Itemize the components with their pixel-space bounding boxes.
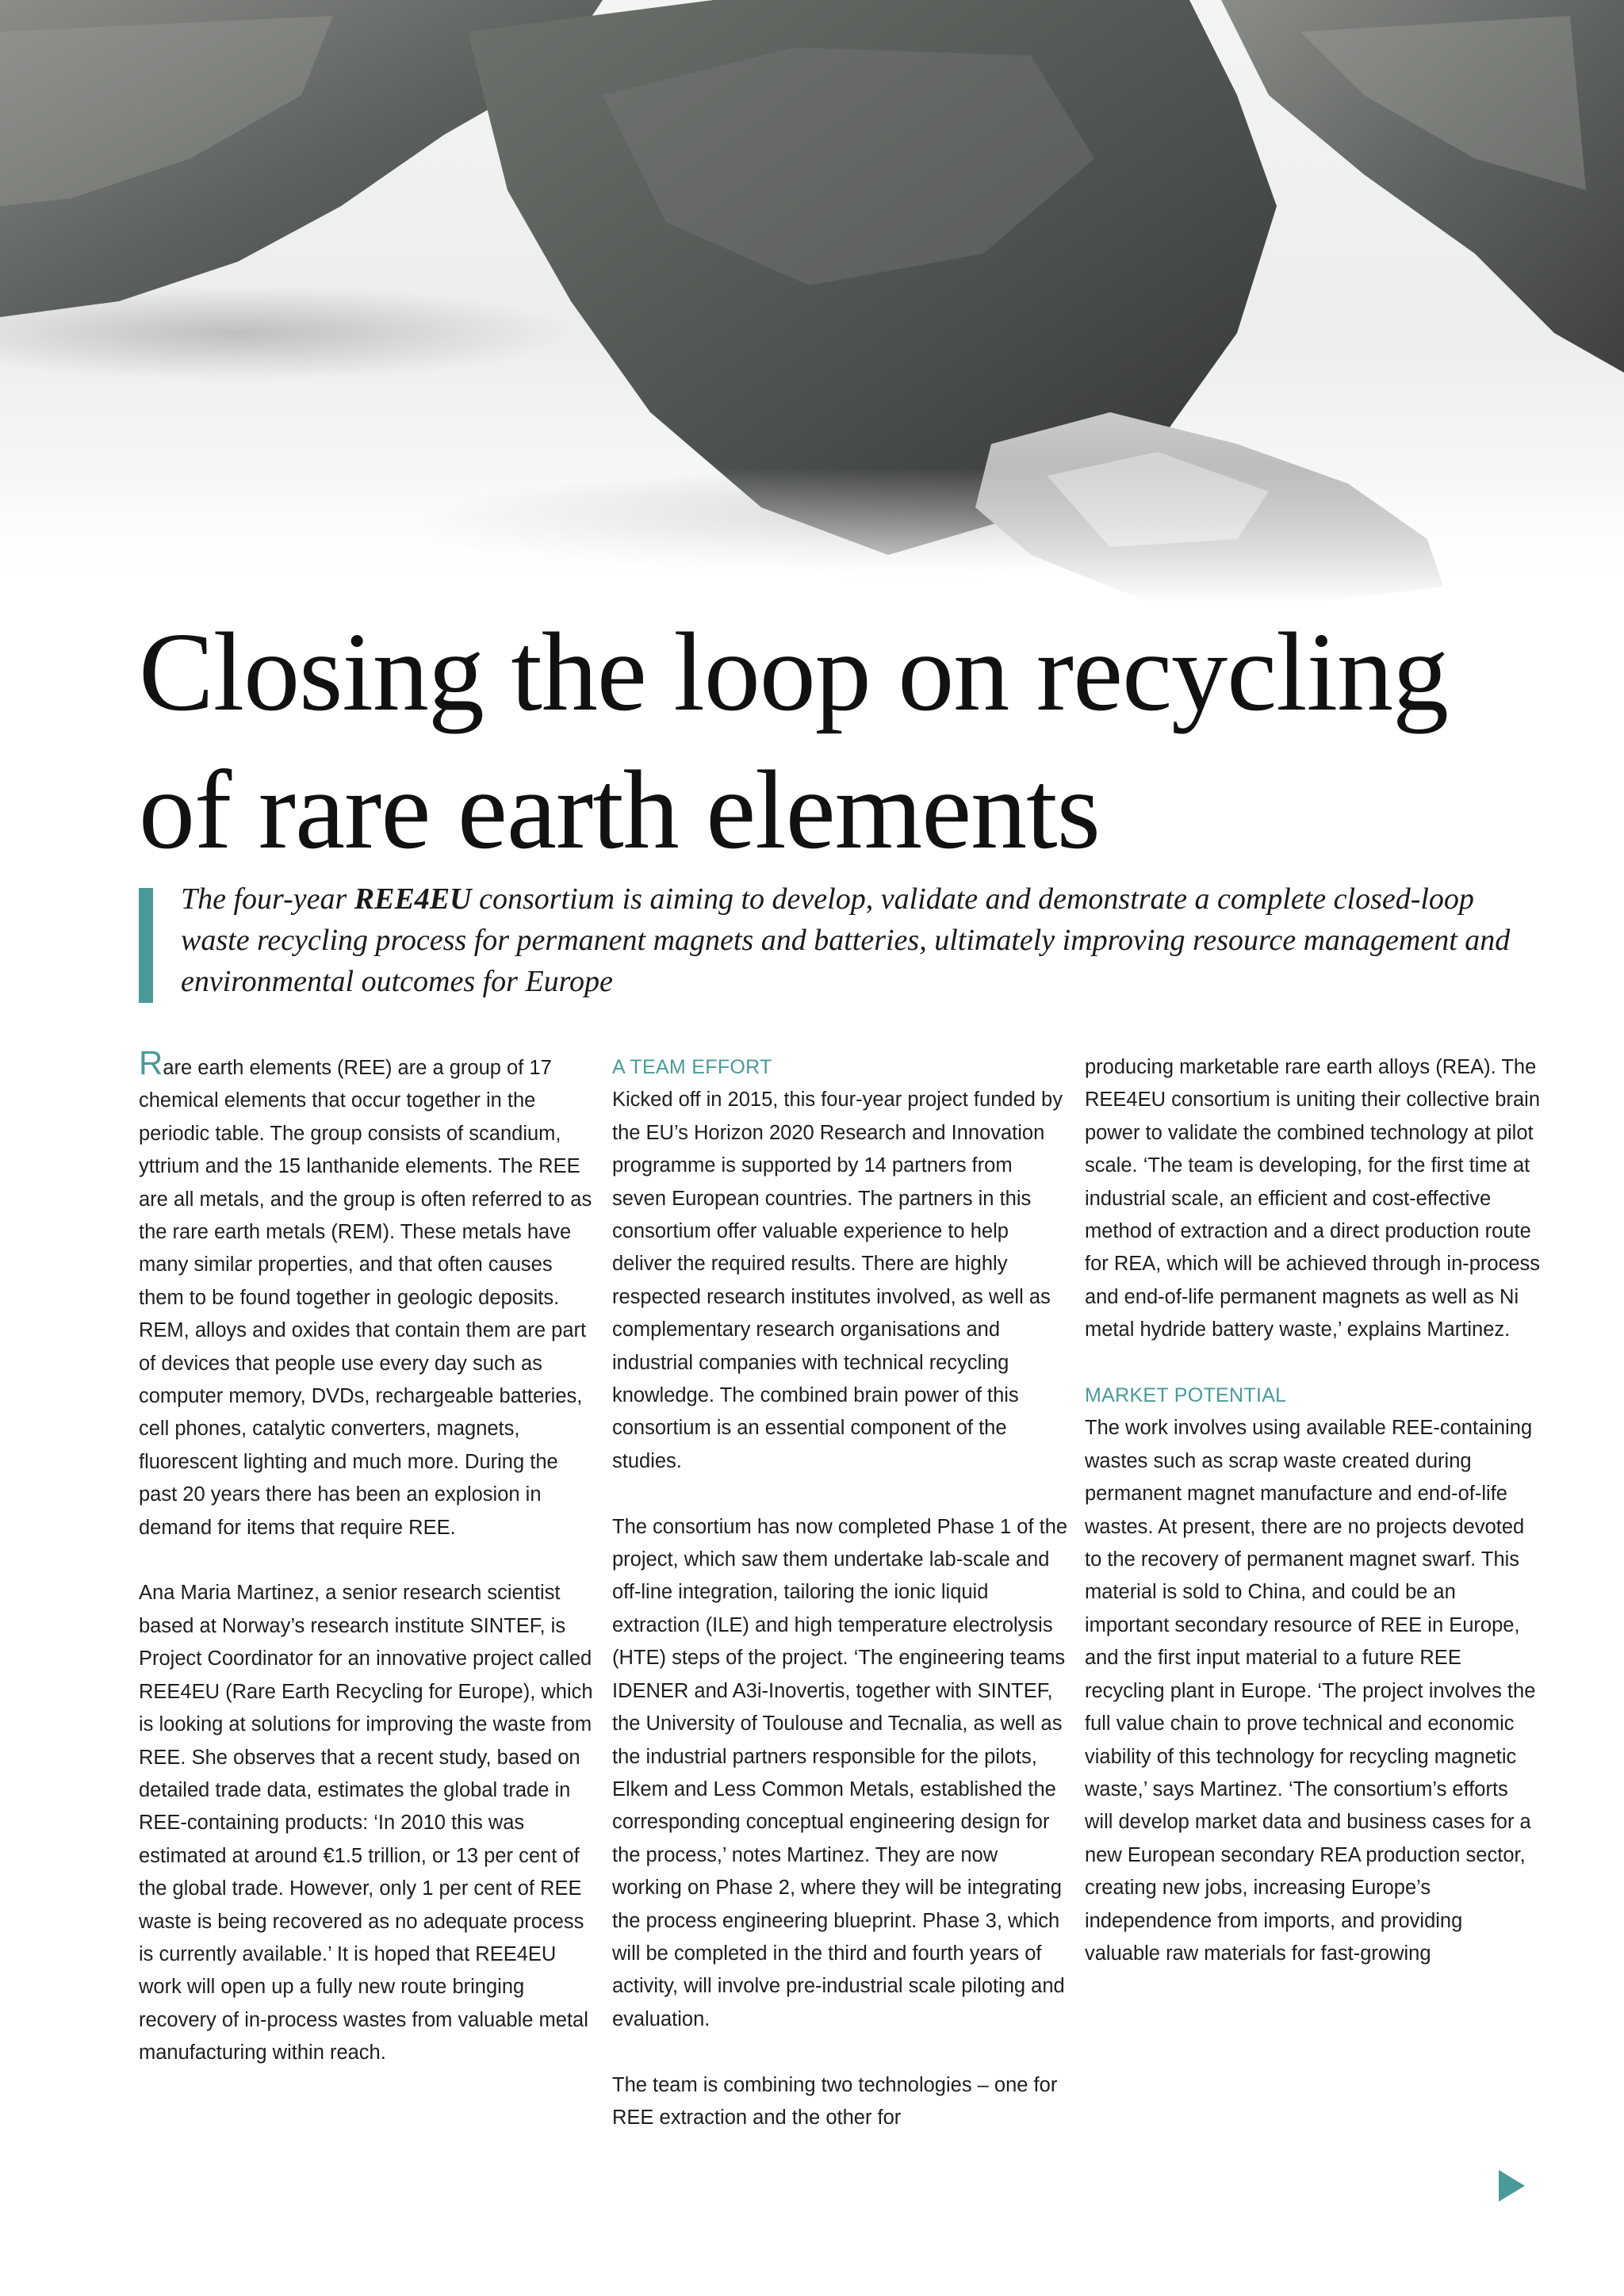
title-line-2: of rare earth elements (139, 747, 1100, 872)
standfirst-text-before: The four-year (181, 882, 354, 916)
next-page-arrow-icon[interactable] (1499, 2170, 1525, 2202)
standfirst-text-after: consortium is aiming to develop, validate and demonstrate a complete closed-loop waste recycling process for permanent magnets and batteries, ultimately improving resource management and environmental outcomes for Europe (181, 882, 1511, 998)
hero-image (0, 0, 1624, 603)
drop-cap: R (139, 1044, 163, 1081)
paragraph: Ana Maria Martinez, a senior research scientist based at Norway’s research institute SINTEF, is Project Coordinator for an innovative project called REE4EU (Rare Earth Recycling for Europe), which is looking at solutions for improving the waste from REE. She observes that a recent study, based on detailed trade data, estimates the global trade in REE-containing products: ‘In 2010 this was estimated at around €1.5 trillion, or 13 per cent of the global trade. However, only 1 per cent of REE waste is being recovered as no adequate process is currently available.’ It is hoped that REE4EU work will open up a fully new route bringing recovery of in-process wastes from valuable metal manufacturing within reach. (139, 1582, 593, 2064)
body-column-1 (139, 1044, 595, 2070)
title-line-1: Closing the loop on recycling (139, 609, 1449, 734)
paragraph-text: are earth elements (REE) are a group of 17 chemical elements that occur together in the periodic table. The group consists of scandium, yttrium and the 15 lanthanide elements. The REE are all metals, and the group is often referred to as the rare earth metals (REM). These metals have many similar properties, and that often causes them to be found together in geologic deposits. REM, alloys and oxides that contain them are part of devices that people use every day such as computer memory, DVDs, rechargeable batteries, cell phones, catalytic converters, magnets, fluorescent lighting and much more. During the past 20 years there has been an explosion in demand for items that require REE. (139, 1057, 592, 1539)
standfirst-project-name: REE4EU (354, 882, 472, 916)
paragraph (139, 1044, 595, 1544)
body-column-2 (612, 1051, 1068, 2134)
standfirst-accent-bar (139, 888, 153, 1003)
section-heading-market-potential: MARKET POTENTIAL (1085, 1384, 1287, 1407)
section-heading-team-effort: A TEAM EFFORT (612, 1056, 772, 1078)
standfirst (181, 878, 1529, 1002)
paragraph: producing marketable rare earth alloys (REA). The REE4EU consortium is uniting their collective brain power to validate the combined technology at pilot scale. ‘The team is developing, for the first time at industrial scale, an efficient and cost-effective method of extraction and a direct production route for REA, which will be achieved through in-process and end-of-life permanent magnets as well as Ni metal hydride battery waste,’ explains Martinez. (1085, 1056, 1541, 1341)
paragraph: Kicked off in 2015, this four-year project funded by the EU’s Horizon 2020 Research and Innovation programme is supported by 14 partners from seven European countries. The partners in this consortium offer valuable experience to help deliver the required results. There are highly respected research institutes involved, as well as complementary research organisations and industrial companies with technical recycling knowledge. The combined brain power of this consortium is an essential component of the studies. (612, 1089, 1063, 1472)
paragraph: The team is combining two technologies – one for REE extraction and the other for (612, 2073, 1058, 2129)
paragraph: The consortium has now completed Phase 1 of the project, which saw them undertake lab-scale and off-line integration, tailoring the ionic liquid extraction (ILE) and high temperature electrolysis (HTE) steps of the project. ‘The engineering teams IDENER and A3i-Inovertis, together with SINTEF, the University of Toulouse and Tecnalia, as well as the industrial partners responsible for the pilots, Elkem and Less Common Metals, established the corresponding conceptual engineering design for the process,’ notes Martinez. They are now working on Phase 2, where they will be integrating the process engineering blueprint. Phase 3, which will be completed in the third and fourth years of activity, will involve pre-industrial scale piloting and evaluation. (612, 1515, 1068, 2030)
article-title (139, 603, 1566, 878)
hero-fade (0, 468, 1624, 603)
body-column-3 (1085, 1051, 1541, 1970)
paragraph: The work involves using available REE-containing wastes such as scrap waste created during permanent magnet manufacture and end-of-life wastes. At present, there are no projects devoted to the recovery of permanent magnet swarf. This material is sold to China, and could be an important secondary resource of REE in Europe, and the first input material to a future REE recycling plant in Europe. ‘The project involves the full value chain to prove technical and economic viability of this technology for recycling magnetic waste,’ says Martinez. ‘The consortium’s efforts will develop market data and business cases for a new European secondary REA production sector, creating new jobs, increasing Europe’s independence from imports, and providing valuable raw materials for fast-growing (1085, 1417, 1536, 1965)
